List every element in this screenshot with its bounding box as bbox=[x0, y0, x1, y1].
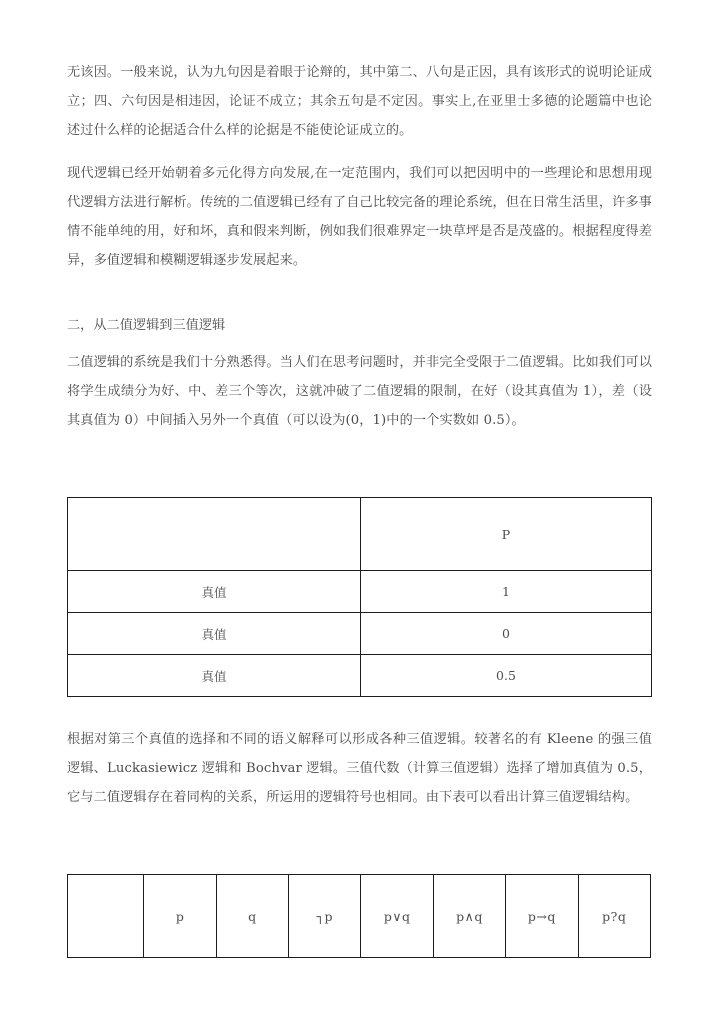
spacer-before-heading bbox=[67, 289, 652, 311]
truth-table-cell-label-2: 真值 bbox=[68, 613, 361, 655]
table-row bbox=[68, 655, 652, 697]
paragraph-2: 现代逻辑已经开始朝着多元化得方向发展,在一定范围内，我们可以把因明中的一些理论和思想用现代逻辑方法进行解析。传统的二值逻辑已经有了自己比较完备的理论系统，但在日常生活里，许多事情不能单纯的用，好和坏，真和假来判断，例如我们很难界定一块草坪是否是茂盛的。根据程度得差异，多值逻辑和模糊逻辑逐步发展起来。 bbox=[67, 166, 652, 268]
logic-table-header-not-p bbox=[289, 875, 361, 958]
paragraph-4: 根据对第三个真值的选择和不同的语义解释可以形成各种三值逻辑。较著名的有 Kleene 的强三值逻辑、Luckasiewicz 逻辑和 Bochvar 逻辑。三值代数（计算三值逻辑）选择了增加真值为 0.5，它与二值逻辑存在着同构的关系，所运用的逻辑符号也相同。由下表可以看出计算三值逻辑结构。 bbox=[67, 732, 652, 805]
truth-table-cell-value-2: 0 bbox=[361, 613, 652, 655]
paragraph-1: 无该因。一般来说，认为九句因是着眼于论辩的，其中第二、八句是正因，具有该形式的说明论证成立；四、六句因是相违因，论证不成立；其余五句是不定因。事实上,在亚里士多德的论题篇中也论述过什么样的论据适合什么样的论据是不能使论证成立的。 bbox=[67, 65, 652, 138]
paragraph-3: 二值逻辑的系统是我们十分熟悉得。当人们在思考问题时，并非完全受限于二值逻辑。比如我们可以将学生成绩分为好、中、差三个等次，这就冲破了二值逻辑的限制，在好（设其真值为 1），差（设其真值为 0）中间插入另外一个真值（可以设为(0，1)中的一个实数如 0.5）。 bbox=[67, 355, 652, 428]
truth-table-cell-label-0 bbox=[68, 498, 361, 571]
table-row bbox=[68, 571, 652, 613]
spacer-before-table-2 bbox=[67, 826, 652, 874]
logic-table-header-p bbox=[144, 875, 216, 958]
document-body bbox=[67, 58, 652, 958]
logic-header-label-2: q bbox=[248, 908, 257, 924]
truth-table-cell-label-3: 真值 bbox=[68, 655, 361, 697]
truth-table-cell-label-1: 真值 bbox=[68, 571, 361, 613]
logic-header-label-1: p bbox=[175, 908, 185, 924]
table-row bbox=[68, 613, 652, 655]
logic-header-label-3: ┐p bbox=[316, 908, 334, 924]
logic-table-header-p-or-q bbox=[361, 875, 433, 958]
truth-value-table bbox=[67, 497, 652, 697]
logic-table-header-p-implies-q bbox=[506, 875, 578, 958]
logic-table-header-p-and-q bbox=[433, 875, 505, 958]
three-valued-logic-table bbox=[67, 874, 651, 958]
table-row bbox=[68, 498, 652, 571]
logic-header-label-4: p∨q bbox=[383, 908, 411, 924]
logic-header-label-6: p→q bbox=[527, 908, 556, 924]
spacer-after-table-1 bbox=[67, 697, 652, 725]
logic-table-header-0 bbox=[68, 875, 144, 958]
spacer-before-table-1 bbox=[67, 449, 652, 497]
logic-header-label-5: p∧q bbox=[456, 908, 483, 924]
table-row bbox=[68, 875, 651, 958]
logic-header-label-7: p?q bbox=[602, 908, 627, 924]
section-heading: 二，从二值逻辑到三值逻辑 bbox=[67, 318, 226, 333]
truth-table-cell-value-3: 0.5 bbox=[361, 655, 652, 697]
logic-table-header-p-question-q bbox=[578, 875, 650, 958]
truth-table-cell-value-0: P bbox=[361, 498, 652, 571]
truth-table-cell-value-1: 1 bbox=[361, 571, 652, 613]
logic-table-header-q bbox=[216, 875, 288, 958]
